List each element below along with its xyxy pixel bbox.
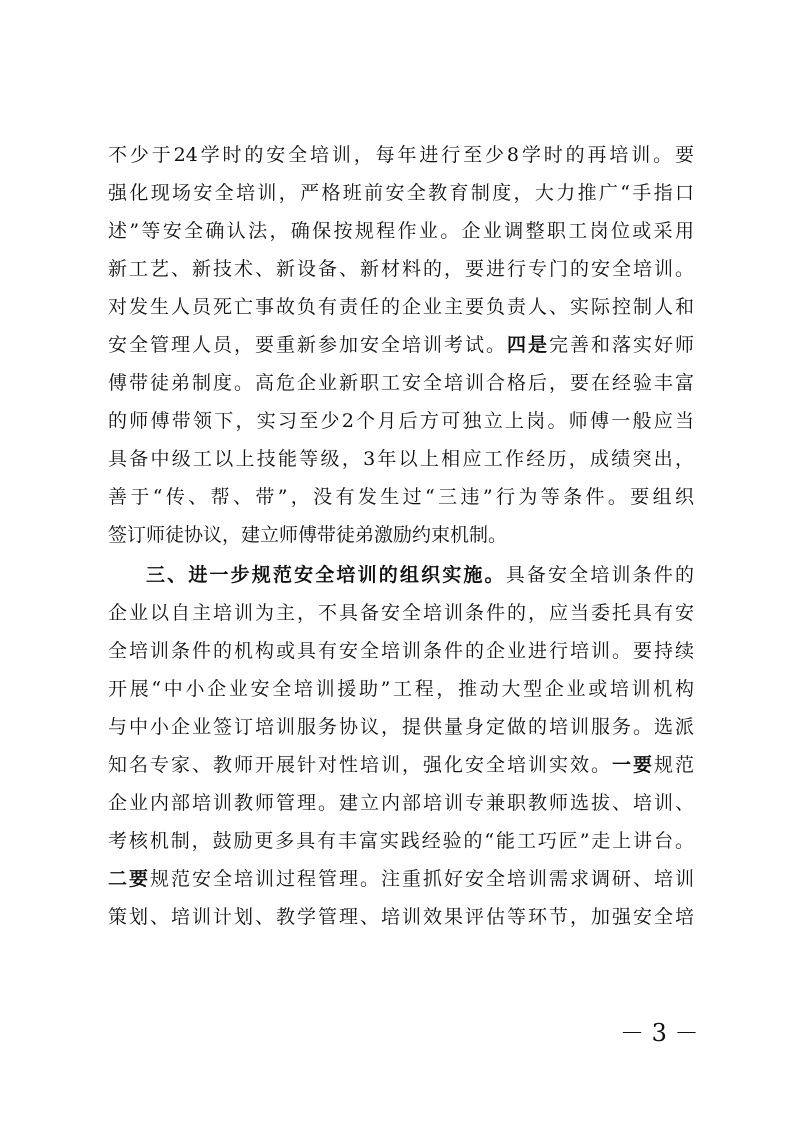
paragraph-line: 述”等安全确认法，确保按规程作业。企业调整职工岗位或采用 [108,220,694,242]
paragraph-text-segment: 规范安全培训过程管理。注重抓好安全培训需求调研、培训 [150,868,694,890]
paragraph-text-segment: 完善和落实好师 [548,334,694,356]
paragraph-line [108,750,694,780]
emphasis-label-one: 一要 [611,754,654,776]
emphasis-label-two: 二要 [108,868,150,890]
paragraph-line: 企业内部培训教师管理。建立内部培训专兼职教师选拔、培训、 [108,792,694,814]
paragraph-line: 的师傅带领下，实习至少2个月后方可独立上岗。师傅一般应当 [108,410,694,432]
paragraph-line: 傅带徒弟制度。高危企业新职工安全培训合格后，要在经验丰富 [108,372,694,394]
paragraph-line: 不少于24学时的安全培训，每年进行至少8学时的再培训。要 [108,144,694,166]
paragraph-text-segment: 安全管理人员，要重新参加安全培训考试。 [108,334,507,356]
page-number: － 3 － [620,1019,699,1047]
paragraph-line: 与中小企业签订培训服务协议，提供量身定做的培训服务。选派 [108,716,694,738]
emphasis-label-four: 四是 [506,334,549,356]
paragraph-line: 企业以自主培训为主，不具备安全培训条件的，应当委托具有安 [108,602,694,624]
paragraph-line: 策划、培训计划、教学管理、培训效果评估等环节，加强安全培 [108,906,694,928]
paragraph-line: 具备中级工以上技能等级，3年以上相应工作经历，成绩突出， [108,448,694,470]
section-heading: 三、进一步规范安全培训的组织实施。 [146,564,506,586]
paragraph-text-segment: 知名专家、教师开展针对性培训，强化安全培训实效。 [108,754,612,776]
paragraph-line: 对发生人员死亡事故负有责任的企业主要负责人、实际控制人和 [108,296,694,318]
section-heading-line [146,560,694,590]
paragraph-line: 新工艺、新技术、新设备、新材料的，要进行专门的安全培训。 [108,258,694,280]
paragraph-line: 强化现场安全培训，严格班前安全教育制度，大力推广“手指口 [108,182,694,204]
paragraph-line: 善于“传、帮、带”，没有发生过“三违”行为等条件。要组织 [108,486,694,508]
paragraph-line: 全培训条件的机构或具有安全培训条件的企业进行培训。要持续 [108,640,694,662]
paragraph-text-segment: 具备安全培训条件的 [505,564,694,586]
paragraph-text-segment: 规范 [653,754,694,776]
paragraph-line [108,864,694,894]
paragraph-line [108,330,694,360]
paragraph-line: 开展“中小企业安全培训援助”工程，推动大型企业或培训机构 [108,678,694,700]
paragraph-line: 签订师徒协议，建立师傅带徒弟激励约束机制。 [108,524,508,546]
paragraph-line: 考核机制，鼓励更多具有丰富实践经验的“能工巧匠”走上讲台。 [108,830,694,852]
